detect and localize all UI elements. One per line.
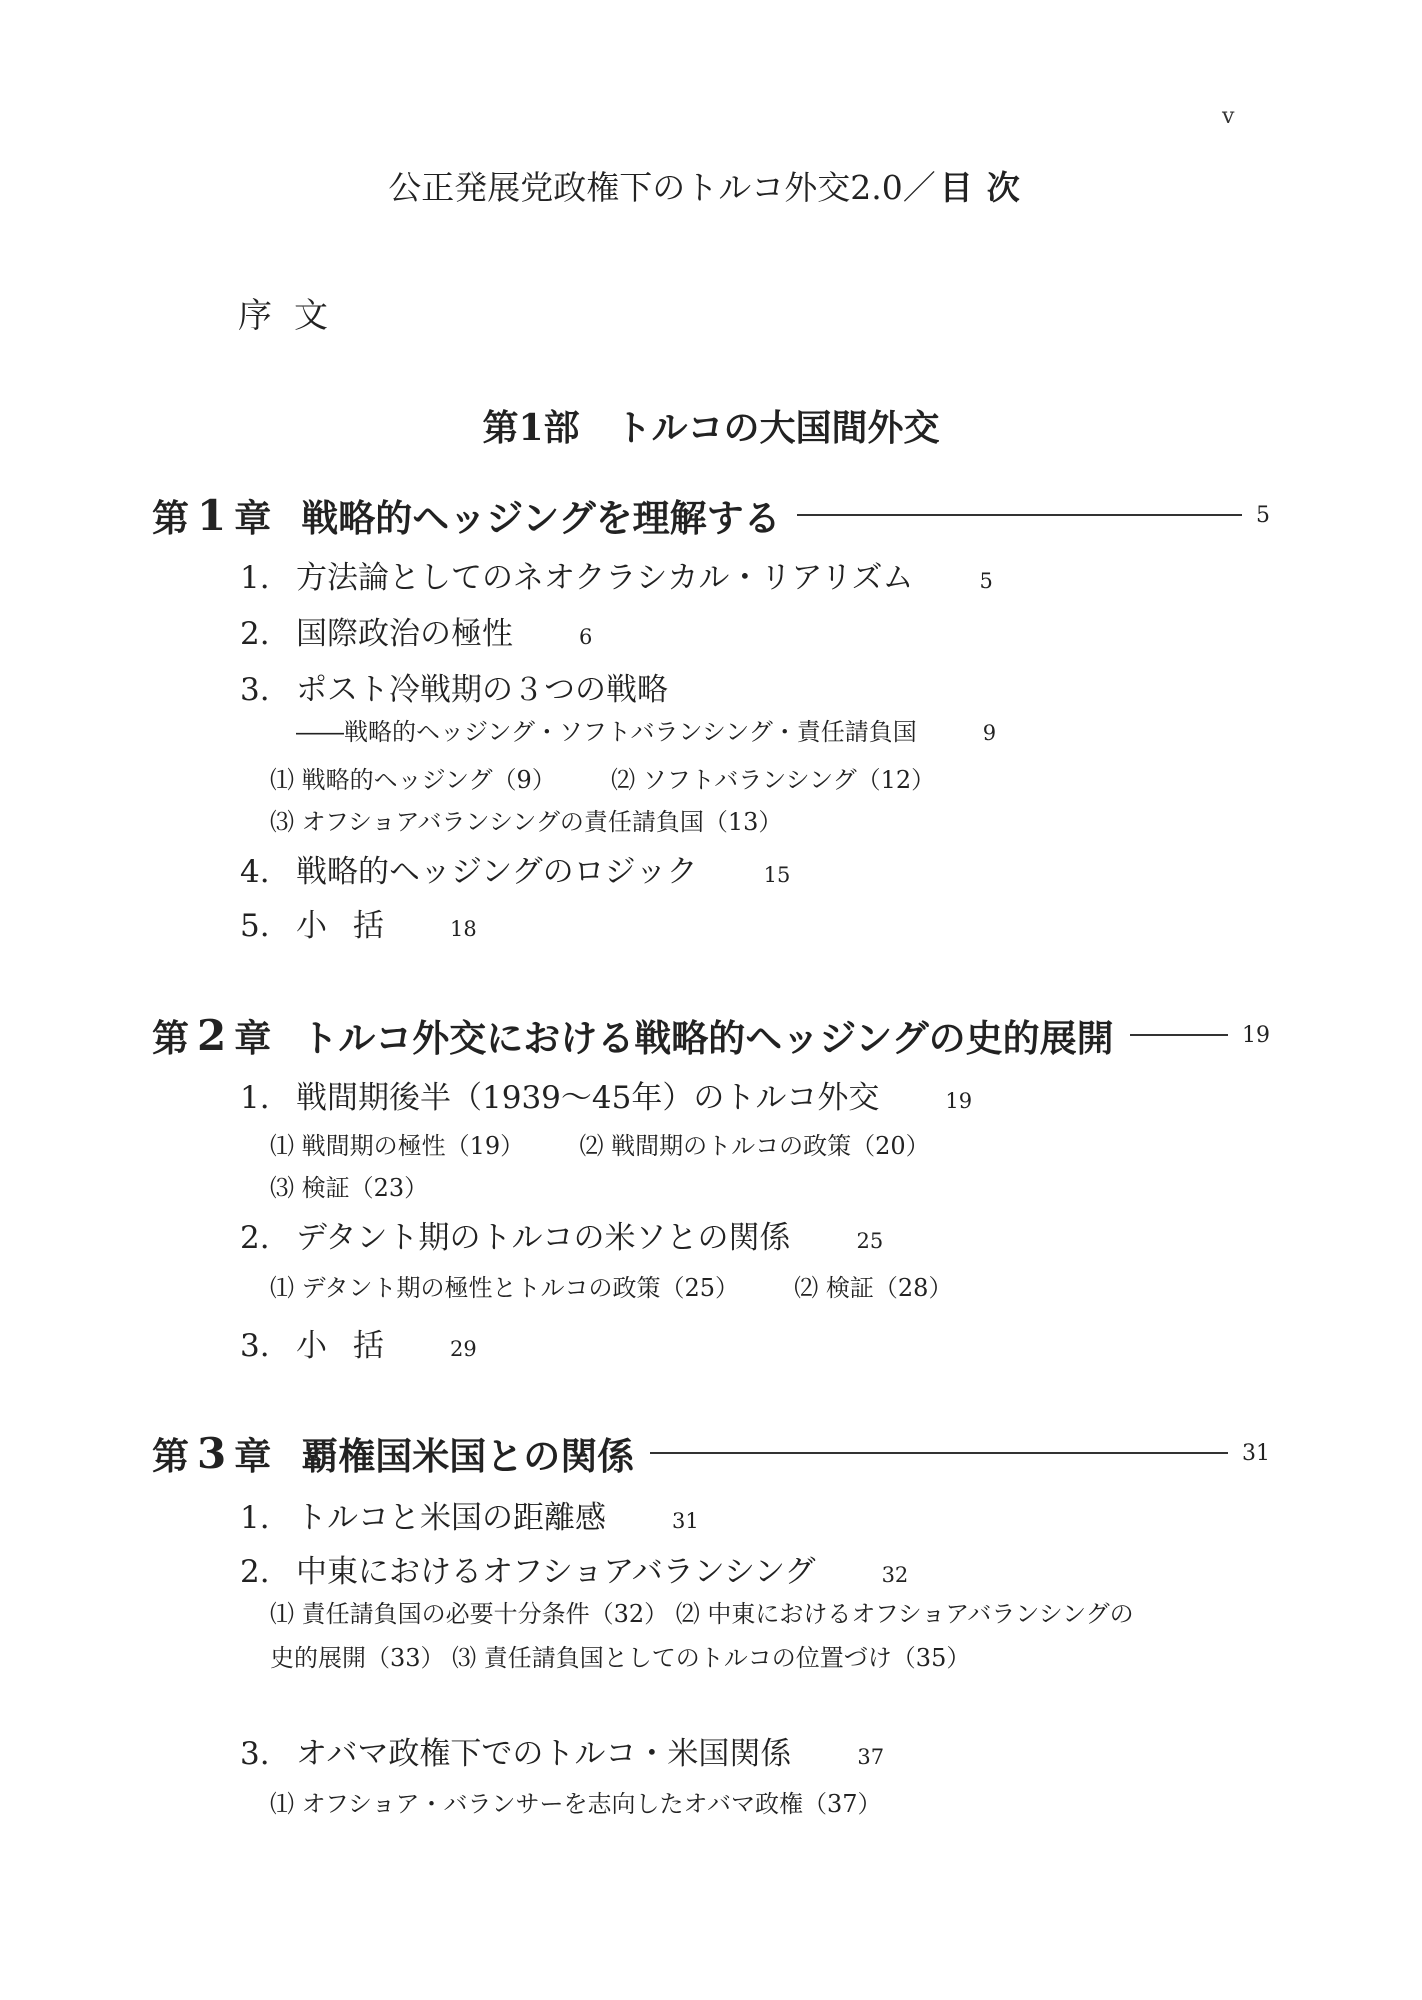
section-title: 国際政治の極性 [296,616,513,652]
section-page: 9 [982,721,997,745]
section-page: 5 [979,569,993,593]
section-number: 3. [240,1328,270,1364]
subsection-title[interactable]: 戦略的ヘッジング（9） [301,766,556,794]
chapter-number: 2 [197,1010,227,1060]
section-title: 小括 [296,908,410,944]
subsection-number: ⑴ [270,1274,294,1302]
section-number: 2. [240,1554,270,1590]
section-number: 1. [240,1500,270,1536]
section-2-3[interactable] [240,1320,477,1365]
subsection-number: ⑵ [611,766,636,794]
subsection-row-2-2a [270,1268,952,1303]
chapter-title: 戦略的ヘッジングを理解する [301,496,781,540]
section-number: 3. [240,672,270,708]
section-page: 6 [579,625,593,649]
subsection-title[interactable]: 検証（28） [825,1274,953,1302]
section-1-5[interactable] [240,900,477,945]
leader-line [650,1452,1228,1454]
toc-label: 目次 [939,168,1034,207]
subsection-number: ⑵ [579,1132,604,1160]
part-title: トルコの大国間外交 [615,407,940,449]
section-number: 5. [240,908,270,944]
section-2-2[interactable] [240,1212,883,1257]
subsection-number: ⑴ [270,766,294,794]
section-subtitle: ――戦略的ヘッジング・ソフトバランシング・責任請負国 [296,718,917,746]
leader-line [797,514,1242,516]
chapter-title: 覇権国米国との関係 [301,1434,635,1478]
section-title: 小括 [296,1328,410,1364]
subsection-title[interactable]: オフショアバランシングの責任請負国（13） [301,808,783,836]
section-1-4[interactable] [240,846,790,891]
subsection-number: ⑶ [270,1174,294,1202]
section-number: 1. [240,560,270,596]
chapter-page: 5 [1256,502,1270,528]
section-3-1[interactable] [240,1492,699,1537]
section-1-1[interactable] [240,552,993,597]
section-title: 中東におけるオフショアバランシング [296,1554,816,1590]
section-title: 方法論としてのネオクラシカル・リアリズム [296,560,914,596]
part-heading [0,400,1422,451]
subsection-number: ⑵ [794,1274,819,1302]
chapter-title: トルコ外交における戦略的ヘッジングの史的展開 [301,1016,1114,1060]
chapter-suffix: 章 [234,1434,272,1478]
section-title: 戦略的ヘッジングのロジック [296,854,698,890]
section-number: 2. [240,1220,270,1256]
chapter-1-heading[interactable] [152,488,1270,542]
leader-line [1130,1034,1228,1036]
book-title-main: 公正発展党政権下のトルコ外交2.0／ [388,168,936,207]
section-3-2[interactable] [240,1546,908,1591]
section-page: 15 [763,863,791,887]
subsection-row-2-1a [270,1126,930,1161]
section-1-3[interactable] [240,664,668,709]
subsection-title[interactable]: デタント期の極性とトルコの政策（25） [301,1274,739,1302]
section-1-2[interactable] [240,608,592,653]
section-number: 3. [240,1736,270,1772]
section-title: デタント期のトルコの米ソとの関係 [296,1220,791,1256]
subsection-title[interactable]: オフショア・バランサーを志向したオバマ政権（37） [301,1790,882,1818]
part-label: 第1部 [482,407,580,449]
section-1-3-subtitle [296,712,996,747]
chapter-prefix: 第 [152,1016,189,1060]
section-3-3[interactable] [240,1728,884,1773]
section-2-1[interactable] [240,1072,972,1117]
chapter-3-heading[interactable] [152,1426,1270,1480]
chapter-page: 19 [1242,1022,1270,1048]
section-page: 31 [672,1509,699,1533]
section-title: トルコと米国の距離感 [296,1500,606,1536]
section-page: 32 [881,1563,909,1587]
section-title: オバマ政権下でのトルコ・米国関係 [296,1736,792,1772]
chapter-prefix: 第 [152,496,189,540]
subsection-title[interactable]: 戦間期のトルコの政策（20） [611,1132,930,1160]
section-number: 4. [240,854,270,890]
subsection-row-2-1b [270,1168,428,1203]
page-number: v [1222,104,1235,129]
subsection-row-1-3a [270,760,935,795]
chapter-suffix: 章 [234,496,272,540]
subsection-title[interactable]: 検証（23） [301,1174,429,1202]
section-title: ポスト冷戦期の３つの戦略 [296,672,668,708]
section-page: 37 [857,1745,885,1769]
subsection-number: ⑶ [270,808,294,836]
section-page: 25 [856,1229,884,1253]
chapter-2-heading[interactable] [152,1008,1270,1062]
section-number: 2. [240,616,270,652]
chapter-number: 3 [197,1428,227,1478]
subsection-number: ⑴ [270,1132,294,1160]
section-title: 戦間期後半（1939～45年）のトルコ外交 [296,1080,880,1116]
subsection-title[interactable]: 戦間期の極性（19） [301,1132,525,1160]
section-page: 19 [945,1089,973,1113]
chapter-prefix: 第 [152,1434,189,1478]
preface-entry[interactable]: 序文 [238,296,350,336]
subsection-number: ⑴ [270,1790,294,1818]
chapter-page: 31 [1242,1440,1270,1466]
section-page: 29 [450,1337,477,1361]
subsection-row-3-3a [270,1784,882,1819]
subsection-block-3-2[interactable]: ⑴ 責任請負国の必要十分条件（32） ⑵ 中東におけるオフショアバランシングの史的展開（33） ⑶ 責任請負国としてのトルコの位置づけ（35） [270,1600,1134,1672]
subsection-row-1-3b [270,802,782,837]
subsection-title[interactable]: ソフトバランシング（12） [642,766,936,794]
section-number: 1. [240,1080,270,1116]
book-title [0,162,1422,209]
section-page: 18 [450,917,477,941]
chapter-number: 1 [197,490,227,540]
chapter-suffix: 章 [234,1016,272,1060]
